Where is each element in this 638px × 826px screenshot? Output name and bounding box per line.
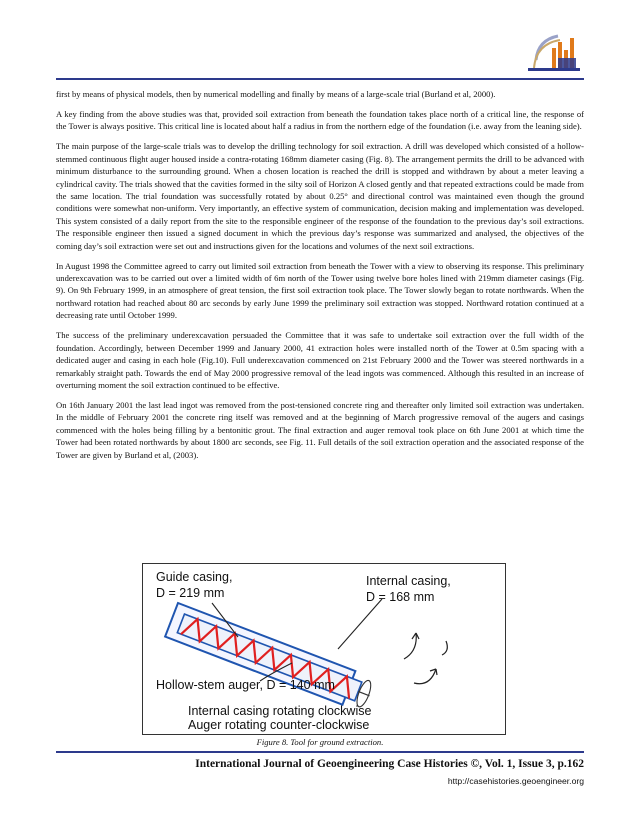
paragraph: The success of the preliminary underexcavation persuaded the Committee that it was safe to undertake soil extraction over the full width of the foundation. Accordingly, between December 1999 and January 2000, 41 extraction holes were installed north of the Tower at 0.5m spacing with a dedicated auger and casing in each hole (Fig.10). Full underexcavation commenced on 21st February 2000 and the Tower was steered northwards in a remarkably straight path. Towards the end of May 2000 progressive removal of the lead ingots was commenced. Although this resulted in an increase of overturning moment the soil extraction continued to be effective.: [56, 330, 584, 390]
label-internal-casing-diameter: D = 168 mm: [366, 590, 435, 604]
label-guide-casing: Guide casing,: [156, 570, 233, 584]
body-text: [56, 88, 584, 469]
paragraph: A key finding from the above studies was that, provided soil extraction from beneath the foundation takes place north of a critical line, the response of the Tower is always positive. This critical line is located about half a radius in from the northern edge of the foundation (i.e. away from the leaning side).: [56, 109, 584, 132]
note-internal-casing-rotation: Internal casing rotating clockwise: [188, 704, 372, 718]
figure-drill-tool: [142, 563, 506, 735]
journal-url[interactable]: http://casehistories.geoengineer.org: [447, 776, 584, 786]
label-guide-casing-diameter: D = 219 mm: [156, 586, 225, 600]
paragraph: On 16th January 2001 the last lead ingot was removed from the post-tensioned concrete ring and thereafter only limited soil extraction was undertaken. In the middle of February 2001 the concrete ring itself was removed and at the beginning of March progressive removal of the augers and casings commenced with the holes being filling by a bentonitic grout. The final extraction and auger removal took place on 6th June 2001 at which time the Tower had been rotated northwards by about 1800 arc seconds, see Fig. 11. Full details of the soil extraction operation and the associated response of the Tower are given by Burland et al, (2003).: [56, 399, 584, 460]
label-hollow-stem-auger: Hollow-stem auger, D = 140 mm: [156, 678, 335, 692]
footer-rule: [56, 751, 584, 753]
paragraph: The main purpose of the large-scale trials was to develop the drilling technology for soil extraction. A drill was developed which consisted of a hollow-stemmed continuous flight auger housed inside a contra-rotating 168mm diameter casing (Fig. 8). The arrangement permits the drill to be advanced with minimum disturbance to the surrounding ground. When a chosen location is reached the drill is stopped and withdrawn by about a meter leaving a cylindrical cavity. The trials showed that the cavities formed in the silty soil of Horizon A closed gently and that repeated extractions could be made from the same location. The trial foundation was successfully rotated by about 0.25° and directional control was maintained even though the ground conditions were somewhat non-uniform. Very importantly, an effective system of communication, decision making and implementation was developed. This system consisted of a daily report from the site to the responsible engineer of the response of the foundation to the previous day’s soil extractions. The responsible engineer then issued a signed document in which the previous day’s response was summarized and analysed, the objectives of the coming day’s soil extraction were set out and instructions given for the locations and volumes of the next soil extractions.: [56, 141, 584, 251]
header-rule: [56, 78, 584, 80]
figure-caption: Figure 8. Tool for ground extraction.: [256, 737, 384, 747]
journal-logo: [528, 30, 580, 78]
label-internal-casing: Internal casing,: [366, 574, 451, 588]
paragraph: first by means of physical models, then by numerical modelling and finally by means of a large-scale trial (Burland et al, 2000).: [56, 89, 496, 99]
journal-citation: International Journal of Geoengineering Case Histories ©, Vol. 1, Issue 3, p.162: [195, 758, 584, 770]
paragraph: In August 1998 the Committee agreed to carry out limited soil extraction from beneath the Tower with a view to observing its response. This preliminary underexcavation was to be carried out over a limited width of 6m north of the Tower using twelve bore holes lined with 219mm diameter casings (Fig. 9). On 9th February 1999, in an atmosphere of great tension, the first soil extraction took place. The Tower slowly began to rotate northwards. When the northward rotation had reached about 80 arc seconds by early June 1999 the preliminary soil extraction was stopped. Northward rotation continued at a decreasing rate until October 1999.: [56, 260, 584, 321]
note-auger-rotation: Auger rotating counter-clockwise: [188, 718, 370, 732]
